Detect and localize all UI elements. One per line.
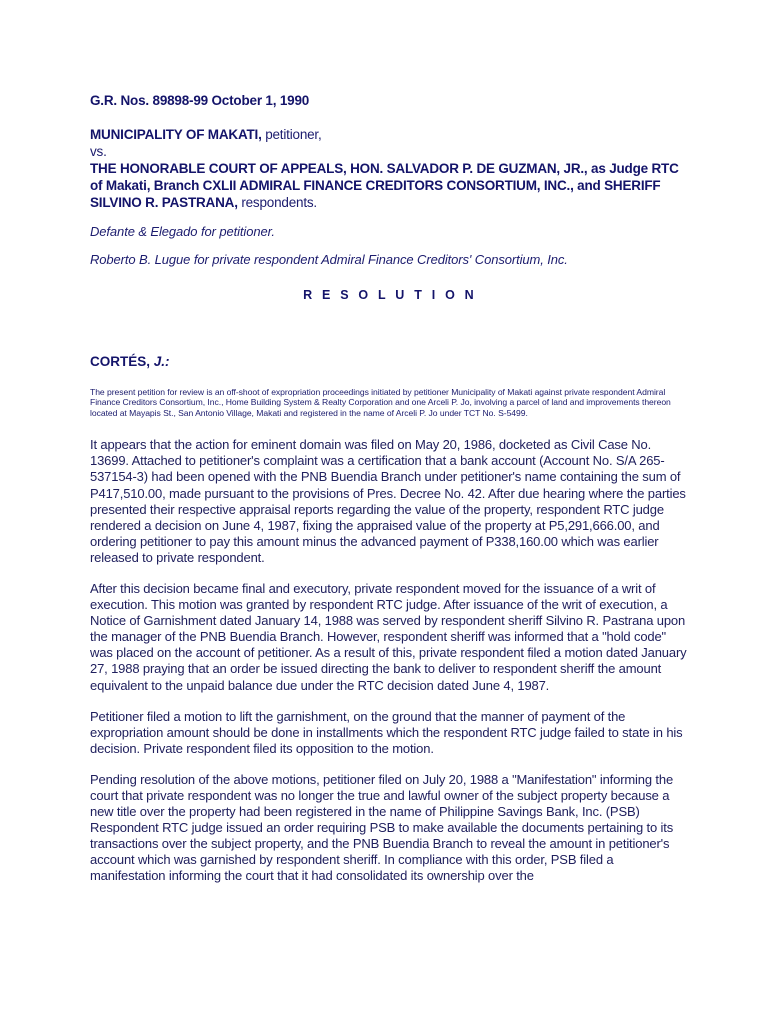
ponente-name: CORTÉS, xyxy=(90,354,151,369)
case-parties xyxy=(90,126,690,211)
ponente-title: J.: xyxy=(150,354,170,369)
versus-label: vs. xyxy=(90,144,107,159)
counsel-respondent: Roberto B. Lugue for private respondent Admiral Finance Creditors' Consortium, Inc. xyxy=(90,252,568,267)
case-citation: G.R. Nos. 89898-99 October 1, 1990 xyxy=(90,93,310,108)
document-body xyxy=(90,93,690,885)
ponente xyxy=(90,354,690,369)
body-paragraph-3: Petitioner filed a motion to lift the garnishment, on the ground that the manner of payment of the expropriation amount should be done in installments which the respondent RTC judge failed to state in his decision. Private respondent filed its opposition to the motion. xyxy=(90,708,683,756)
body-paragraph-2: After this decision became final and executory, private respondent moved for the issuance of a writ of execution. This motion was granted by respondent RTC judge. After issuance of the writ of execution, a Notice of Garnishment dated January 14, 1988 was served by respondent sheriff Silvino R. Pastrana upon the manager of the PNB Buendia Branch. However, respondent sheriff was informed that a "hold code" was placed on the account of petitioner. As a result of this, private respondent filed a motion dated January 27, 1988 praying that an order be issued directing the bank to deliver to respondent sheriff the amount equivalent to the unpaid balance due under the RTC decision dated June 4, 1987. xyxy=(90,580,687,693)
body-paragraph-1: It appears that the action for eminent domain was filed on May 20, 1986, docketed as Civil Case No. 13699. Attached to petitioner's complaint was a certification that a bank account (Account No. S/A 265-537154-3) had been opened with the PNB Buendia Branch under petitioner's name containing the sum of P417,510.00, made pursuant to the provisions of Pres. Decree No. 42. After due hearing where the parties presented their respective appraisal reports regarding the value of the property, respondent RTC judge rendered a decision on June 4, 1987, fixing the appraised value of the property at P5,291,666.00, and ordering petitioner to pay this amount minus the advanced payment of P338,160.00 which was earlier released to private respondent. xyxy=(90,437,686,565)
resolution-heading: R E S O L U T I O N xyxy=(303,288,477,302)
respondents-names: THE HONORABLE COURT OF APPEALS, HON. SALVADOR P. DE GUZMAN, JR., as Judge RTC of Makati, Branch CXLII ADMIRAL FINANCE CREDITORS CONSORTIUM, INC., and SHERIFF SILVINO R. PASTRANA, xyxy=(90,161,679,210)
counsel-petitioner: Defante & Elegado for petitioner. xyxy=(90,224,275,239)
intro-paragraph: The present petition for review is an off-shoot of expropriation proceedings initiated by petitioner Municipality of Makati against private respondent Admiral Finance Creditors Consortium, Inc., Home Building System & Realty Corporation and one Arceli P. Jo, involving a parcel of land and improvements thereon located at Mayapis St., San Antonio Village, Makati and registered in the name of Arceli P. Jo under TCT No. S-5499. xyxy=(90,387,671,418)
body-paragraph-4: Pending resolution of the above motions, petitioner filed on July 20, 1988 a "Manifestation" informing the court that private respondent was no longer the true and lawful owner of the subject property because a new title over the property had been registered in the name of Philippine Savings Bank, Inc. (PSB) Respondent RTC judge issued an order requiring PSB to make available the documents pertaining to its transactions over the subject property, and the PNB Buendia Branch to reveal the amount in petitioner's account which was garnished by respondent sheriff. In compliance with this order, PSB filed a manifestation informing the court that it had consolidated its ownership over the xyxy=(90,771,674,884)
petitioner-role: petitioner, xyxy=(261,127,322,142)
petitioner-name: MUNICIPALITY OF MAKATI, xyxy=(90,127,262,142)
respondents-role: respondents. xyxy=(237,195,317,210)
